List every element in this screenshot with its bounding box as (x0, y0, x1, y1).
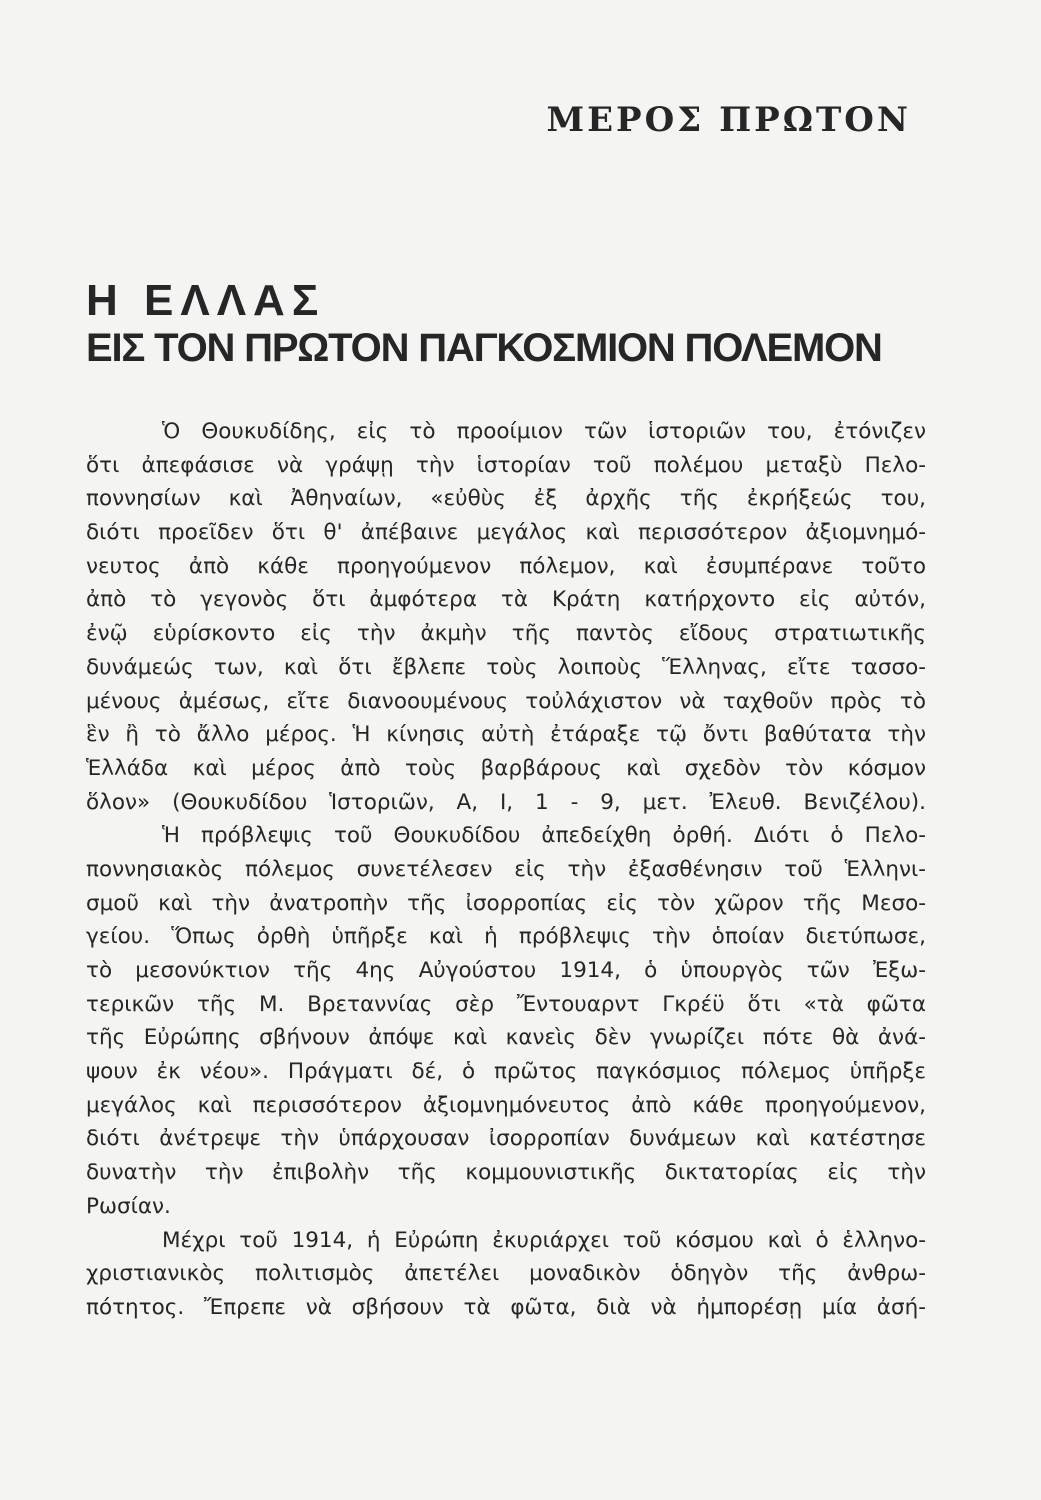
text-line: ποννησιακὸς πόλεμος συνετέλεσεν εἰς τὴν ἐξασθένησιν τοῦ Ἑλληνι- (86, 856, 926, 882)
text-line: πότητος. Ἔπρεπε νὰ σβήσουν τὰ φῶτα, διὰ νὰ ἠμπορέσῃ μία ἀσή- (86, 1294, 926, 1320)
body-text (86, 415, 926, 1325)
text-line: χριστιανικὸς πολιτισμὸς ἀπετέλει μοναδικὸν ὁδηγὸν τῆς ἀνθρω- (86, 1261, 926, 1287)
text-line: Ρωσίαν. (86, 1193, 171, 1219)
paragraph (86, 819, 926, 1223)
text-line: γείου. Ὅπως ὀρθὴ ὑπῆρξε καὶ ἡ πρόβλεψις τὴν ὁποίαν διετύπωσε, (86, 924, 926, 950)
text-line: τερικῶν τῆς Μ. Βρεταννίας σὲρ Ἔντουαρντ Γκρέϋ ὅτι «τὰ φῶτα (86, 991, 926, 1017)
text-line: Ἑλλάδα καὶ μέρος ἀπὸ τοὺς βαρβάρους καὶ σχεδὸν τὸν κόσμον (86, 755, 926, 781)
text-line: διότι προεῖδεν ὅτι θ' ἀπέβαινε μεγάλος καὶ περισσότερον ἀξιομνημό- (86, 520, 926, 546)
text-line: ὅλον» (Θουκυδίδου Ἱστοριῶν, Α, Ι, 1 - 9, μετ. Ἐλευθ. Βενιζέλου). (86, 789, 926, 815)
text-line: σμοῦ καὶ τὴν ἀνατροπὴν τῆς ἰσορροπίας εἰς τὸν χῶρον τῆς Μεσο- (86, 890, 926, 916)
part-title: ΜΕΡΟΣ ΠΡΩΤΟΝ (546, 100, 911, 140)
chapter-title-line-1: Η ΕΛΛΑΣ (86, 276, 326, 325)
text-line: Ὁ Θουκυδίδης, εἰς τὸ προοίμιον τῶν ἱστοριῶν του, ἐτόνιζεν (162, 419, 926, 444)
text-line: μένους ἀμέσως, εἴτε διανοουμένους τοὐλάχιστον νὰ ταχθοῦν πρὸς τὸ (86, 688, 926, 714)
chapter-title-line-2: ΕΙΣ ΤΟΝ ΠΡΩΤΟΝ ΠΑΓΚΟΣΜΙΟΝ ΠΟΛΕΜΟΝ (86, 326, 882, 370)
text-line: μεγάλος καὶ περισσότερον ἀξιομνημόνευτος ἀπὸ κάθε προηγούμενον, (86, 1092, 926, 1118)
text-line: ποννησίων καὶ Ἀθηναίων, «εὐθὺς ἐξ ἀρχῆς τῆς ἐκρήξεώς του, (86, 486, 926, 512)
text-line: τὸ μεσονύκτιον τῆς 4ης Αὐγούστου 1914, ὁ ὑπουργὸς τῶν Ἐξω- (86, 958, 926, 983)
text-line: τῆς Εὐρώπης σβήνουν ἀπόψε καὶ κανεὶς δὲν γνωρίζει πότε θὰ ἀνά- (86, 1025, 926, 1051)
text-line: δυνατὴν τὴν ἐπιβολὴν τῆς κομμουνιστικῆς δικτατορίας εἰς τὴν (86, 1160, 926, 1186)
text-line: Μέχρι τοῦ 1914, ἡ Εὐρώπη ἐκυριάρχει τοῦ κόσμου καὶ ὁ ἑλληνο- (162, 1227, 926, 1253)
text-line: ἐνῷ εὑρίσκοντο εἰς τὴν ἀκμὴν τῆς παντὸς εἴδους στρατιωτικῆς (86, 621, 926, 647)
text-line: ψουν ἐκ νέου». Πράγματι δέ, ὁ πρῶτος παγκόσμιος πόλεμος ὑπῆρξε (86, 1059, 926, 1085)
text-line: νευτος ἀπὸ κάθε προηγούμενον πόλεμον, καὶ ἐσυμπέρανε τοῦτο (86, 553, 926, 579)
text-line: δυνάμεώς των, καὶ ὅτι ἔβλεπε τοὺς λοιποὺς Ἕλληνας, εἴτε τασσο- (86, 654, 926, 680)
text-line: διότι ἀνέτρεψε τὴν ὑπάρχουσαν ἰσορροπίαν δυνάμεων καὶ κατέστησε (86, 1126, 926, 1152)
text-line: Ἡ πρόβλεψις τοῦ Θουκυδίδου ἀπεδείχθη ὀρθή. Διότι ὁ Πελο- (162, 823, 926, 849)
paragraph (86, 415, 926, 819)
text-line: ὅτι ἀπεφάσισε νὰ γράψῃ τὴν ἱστορίαν τοῦ πολέμου μεταξὺ Πελο- (86, 452, 926, 478)
text-line: ἓν ἢ τὸ ἄλλο μέρος. Ἡ κίνησις αὐτὴ ἐτάραξε τῷ ὄντι βαθύτατα τὴν (86, 722, 926, 748)
text-line: ἀπὸ τὸ γεγονὸς ὅτι ἀμφότερα τὰ Κράτη κατήρχοντο εἰς αὐτόν, (86, 587, 926, 613)
paragraph (86, 1224, 926, 1325)
